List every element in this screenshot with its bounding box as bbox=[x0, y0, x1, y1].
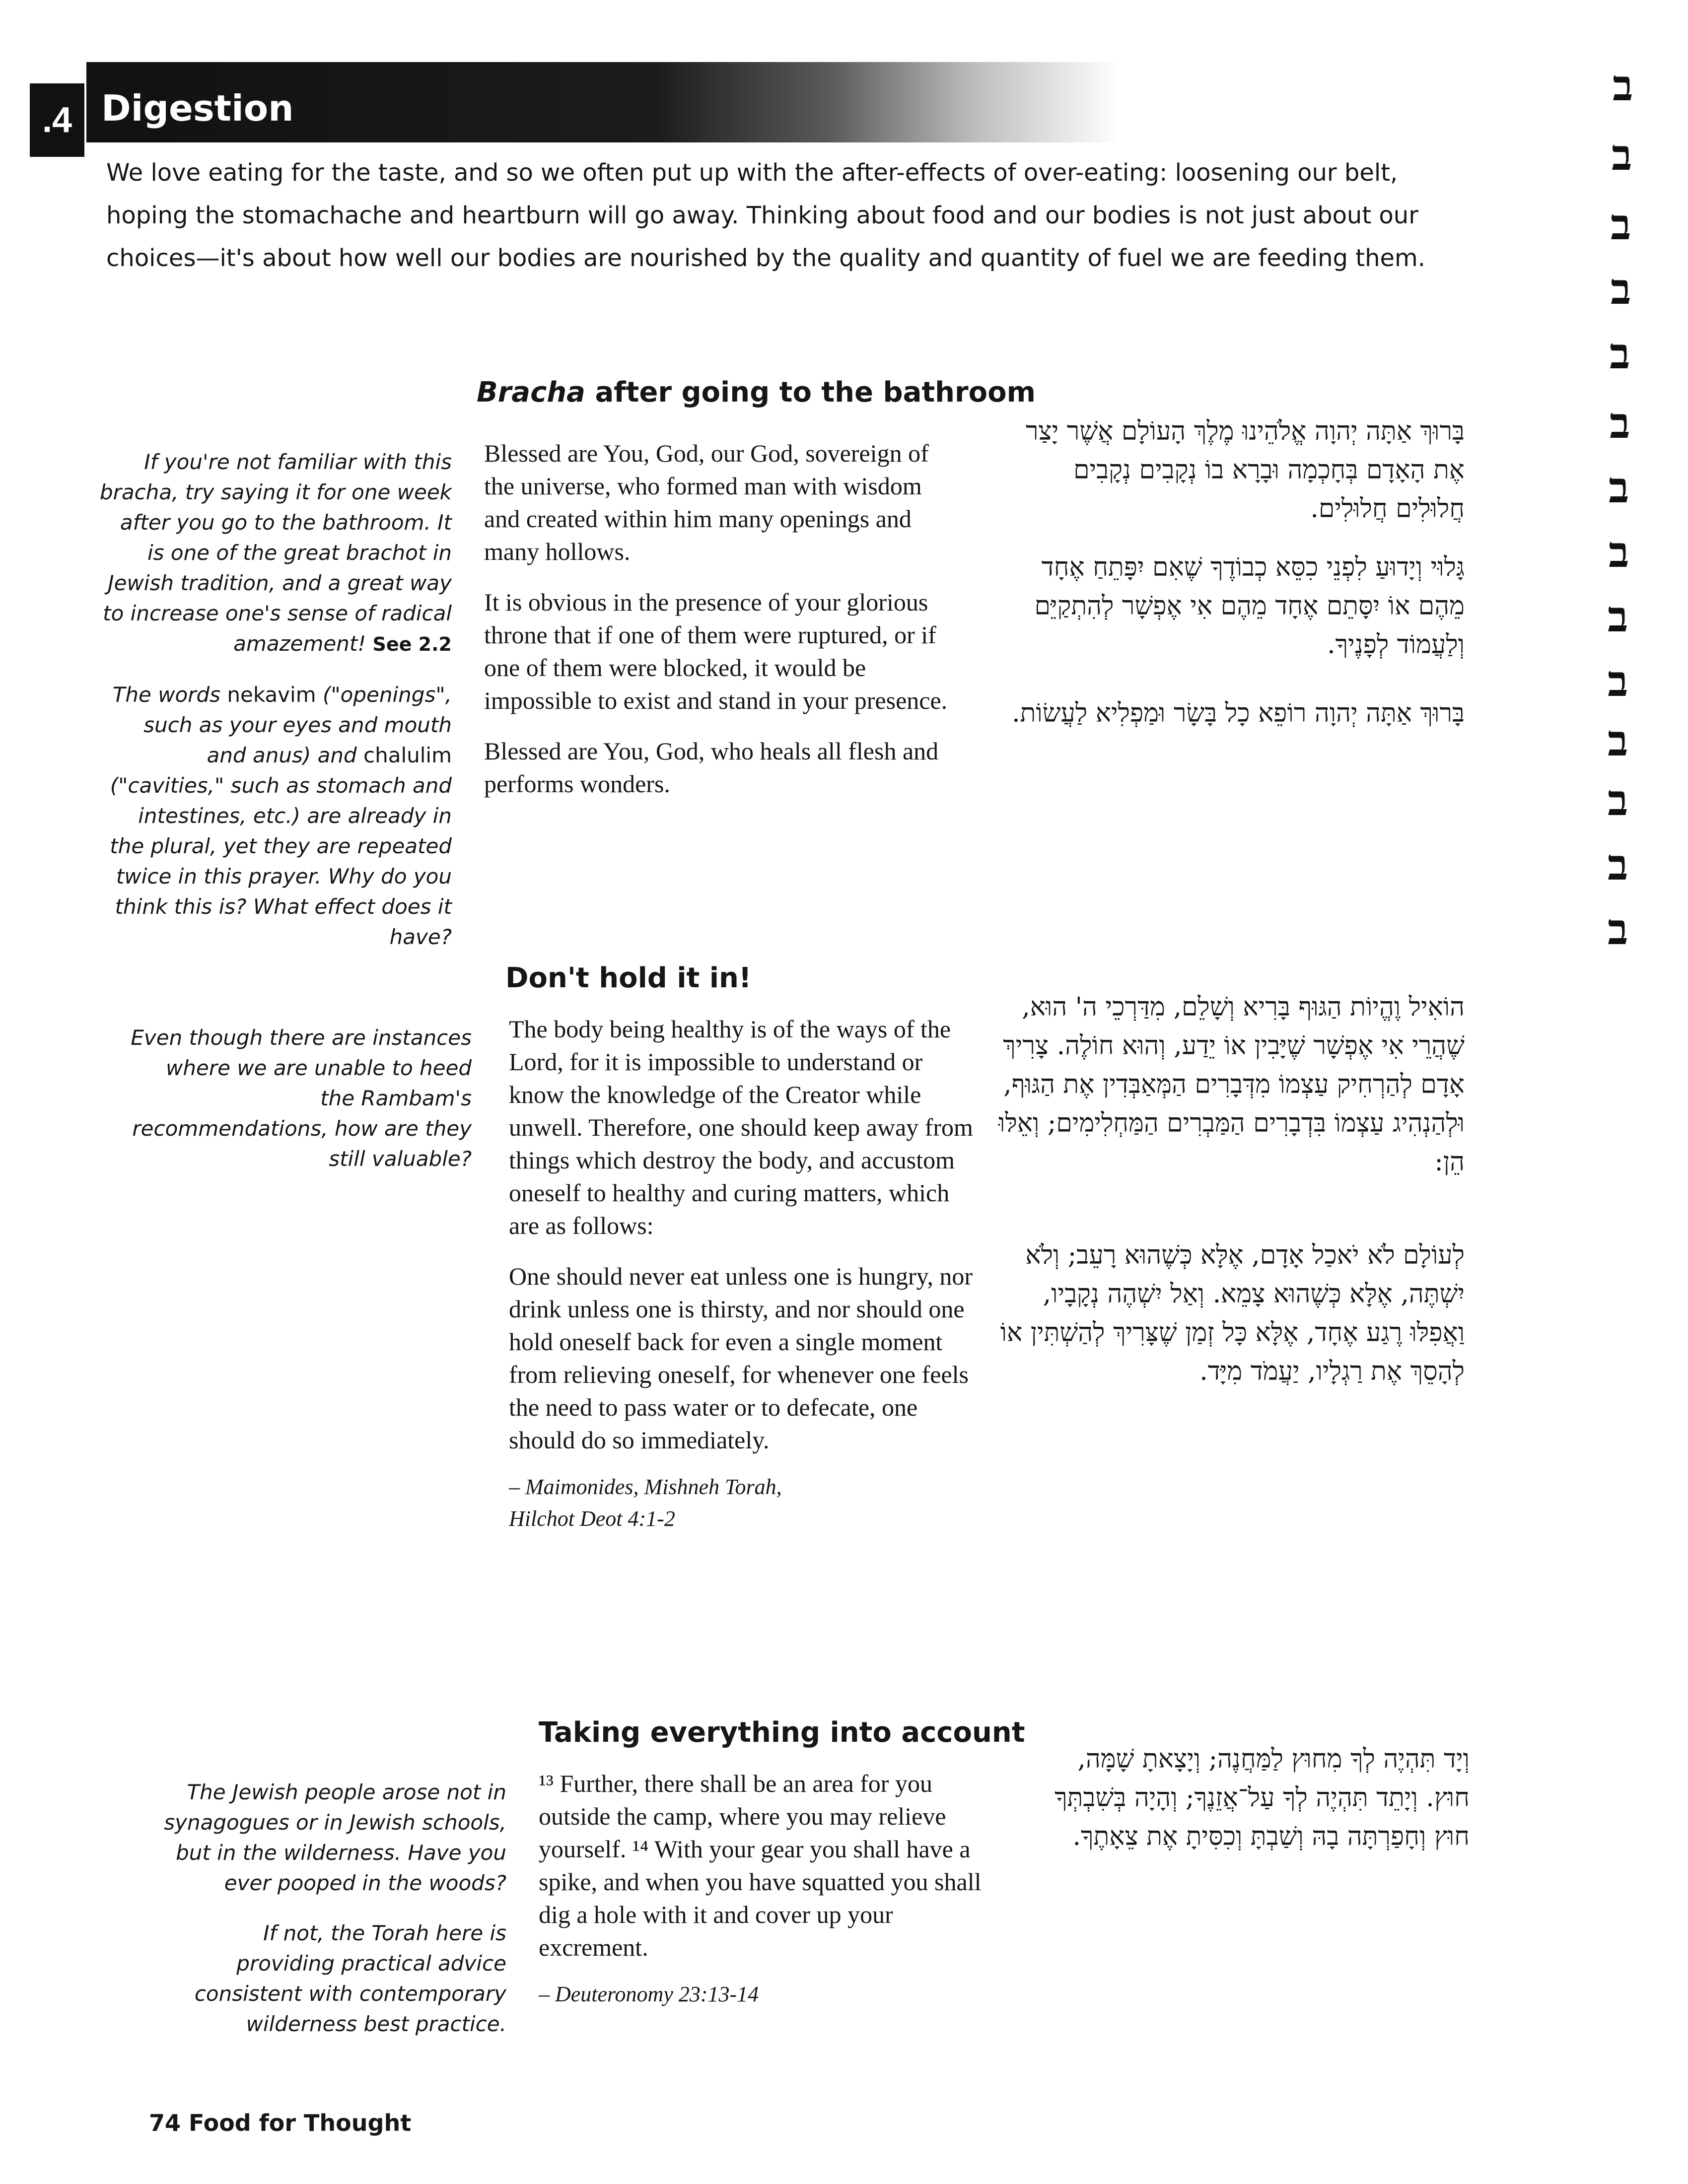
side-note-text: The words nekavim ("openings", such as your eyes and mouth and anus) and chalulim ("cavities," such as stomach and intestines, etc.) are already in the plural, yet they are repeated twice in this prayer. Why do you think this is? What effect does it have? bbox=[110, 682, 452, 949]
english-paragraph: It is obvious in the presence of your glorious throne that if one of them were ruptured, or if one of them were blocked, it would be impossible to exist and stand in your presence. bbox=[484, 588, 948, 714]
english-paragraph: Blessed are You, God, our God, sovereign of the universe, who formed man with wisdom and created within him many openings and many hollows. bbox=[484, 439, 929, 565]
hebrew-text-deuteronomy: וְיָד תִּהְיֶה לְךָ מִחוּץ לַמַּחֲנֶה; וְיָצָאתָ שָׁמָּה, חוּץ. וְיָתֵד תִּהְיֶה לְךָ עַל־אֲזֵנֶךָ; וְהָיָה בְּשִׁבְתְּךָ חוּץ וְחָפַרְתָּה בָהּ וְשַׁבְתָּ וְכִסִּיתָ אֶת צֵאָתֶךָ. bbox=[1055, 1744, 1470, 1851]
margin-glyph: ב bbox=[1611, 200, 1631, 250]
margin-glyph: ב bbox=[1613, 61, 1633, 111]
margin-glyph: ב bbox=[1609, 463, 1629, 513]
english-paragraph: The body being healthy is of the ways of the Lord, for it is impossible to understand or know the knowledge of the Creator while unwell. Therefore, one should keep away from things which destroy the body, and accustom oneself to healthy and curing matters, which are as follows: bbox=[509, 1015, 973, 1239]
hebrew-paragraph: בָּרוּךְ אַתָּה יְהוָה רוֹפֵא כָל בָּשָׂר וּמַפְלִיא לַעֲשׂוֹת. bbox=[1012, 698, 1465, 728]
heading-italic: Bracha bbox=[477, 376, 585, 409]
margin-glyph: ב bbox=[1608, 716, 1628, 766]
english-text-bracha bbox=[484, 437, 956, 800]
side-note-wilderness bbox=[159, 1777, 506, 2039]
margin-glyph: ב bbox=[1608, 840, 1628, 890]
hebrew-paragraph: גָּלוּי וְיָדוּעַ לִפְנֵי כִסֵּא כְבוֹדֶךָ שֶׁאִם יִפָּתֵחַ אֶחָד מֵהֶם אוֹ יִסָּתֵם אֶחָד מֵהֶם אִי אֶפְשָׁר לְהִתְקַיֵּם וְלַעֲמוֹד לְפָנֶיךָ. bbox=[1034, 552, 1465, 660]
english-text-deuteronomy bbox=[539, 1767, 1005, 2010]
margin-glyph: ב bbox=[1608, 775, 1628, 825]
citation-maimonides: – Maimonides, Mishneh Torah, Hilchot Deot 4:1-2 bbox=[509, 1475, 782, 1531]
hebrew-paragraph: בָּרוּךְ אַתָּה יְהוָה אֱלֹהֵינוּ מֶלֶךְ הָעוֹלָם אֲשֶׁר יָצַר אֶת הָאָדָם בְּחָכְמָה וּבָרָא בוֹ נְקָבִים נְקָבִים חֲלוּלִים חֲלוּלִים. bbox=[1025, 416, 1465, 524]
side-note-text: If you're not familiar with this bracha, try saying it for one week after you go to the bathroom. It is one of the great brachot in Jewish tradition, and a great way to increase one's sense of radical amazement! See 2.2 bbox=[100, 450, 452, 656]
side-note-rambam bbox=[129, 1023, 472, 1174]
intro-paragraph: We love eating for the taste, and so we often put up with the after-effects of over-eating: loosening our belt, hoping the stomachache and heartburn will go away. Thinking about food and our bodies is not just about our choices—it's about how well our bodies are nourished by the quality and quantity of fuel we are feeding them. bbox=[106, 159, 1426, 272]
margin-glyph: ב bbox=[1610, 398, 1630, 448]
margin-glyph: ב bbox=[1612, 130, 1632, 180]
heading-rest: after going to the bathroom bbox=[585, 376, 1036, 409]
section-number: .4 bbox=[30, 83, 84, 157]
english-paragraph: Blessed are You, God, who heals all flesh and performs wonders. bbox=[484, 737, 939, 798]
section-heading-dont-hold: Don't hold it in! bbox=[505, 962, 752, 994]
margin-glyph: ב bbox=[1608, 592, 1628, 642]
hebrew-paragraph: לְעוֹלָם לֹא יֹאכַל אָדָם, אֶלָּא כְּשֶׁהוּא רָעֵב; וְלֹא יִשְׁתֶּה, אֶלָּא כְּשֶׁהוּא צָמֵא. וְאַל יִשְׁהֶה נְקָבָיו, וַאֲפִלּוּ רֶגַע אֶחָד, אֶלָּא כָּל זְמַן שֶׁצָּרִיךְ לְהַשְׁתִּין אוֹ לְהָסֵךְ אֶת רַגְלָיו, יַעֲמֹד מִיָּד. bbox=[1000, 1240, 1465, 1386]
citation-deuteronomy: – Deuteronomy 23:13-14 bbox=[539, 1982, 759, 2006]
margin-glyph: ב bbox=[1609, 527, 1629, 577]
margin-glyph: ב bbox=[1610, 329, 1630, 379]
hebrew-text-bracha bbox=[998, 412, 1465, 733]
hebrew-paragraph: הוֹאִיל וֶהֱיוֹת הַגּוּף בָּרִיא וְשָׁלֵם, מִדַּרְכֵי ה' הוּא, שֶׁהֲרֵי אִי אֶפְשָׁר שֶׁיָּבִין אוֹ יֵדַע, וְהוּא חוֹלֶה. צָרִיךְ אָדָם לְהַרְחִיק עַצְמוֹ מִדְּבָרִים הַמְּאַבְּדִין אֶת הַגּוּף, וּלְהַנְהִיג עַצְמוֹ בִּדְבָרִים הַמַּבְרִים הַמַּחְלִימִים; וְאֵלּוּ הֵן: bbox=[998, 992, 1465, 1177]
section-heading-bracha bbox=[477, 377, 1036, 408]
side-note-bracha bbox=[99, 447, 452, 952]
page-title: Digestion bbox=[101, 87, 294, 129]
margin-glyph: ב bbox=[1608, 656, 1628, 706]
side-note-text: Even though there are instances where we are unable to heed the Rambam's recommendations, how are they still valuable? bbox=[131, 1025, 472, 1171]
english-text-maimonides bbox=[509, 1013, 981, 1535]
english-paragraph: ¹³ Further, there shall be an area for you outside the camp, where you may relieve yourself. ¹⁴ With your gear you shall have a spike, and when you have squatted you shall dig a hole with it and cover up your excrement. bbox=[539, 1770, 982, 1961]
english-paragraph: One should never eat unless one is hungry, nor drink unless one is thirsty, and nor should one hold oneself back for even a single moment from relieving oneself, for whenever one feels the need to pass water or to defecate, one should do so immediately. bbox=[509, 1262, 973, 1454]
cross-reference: See 2.2 bbox=[372, 633, 452, 655]
hebrew-text-maimonides bbox=[998, 988, 1465, 1391]
margin-glyph: ב bbox=[1611, 264, 1631, 314]
page-footer: 74 Food for Thought bbox=[149, 2110, 412, 2136]
section-heading-taking-account: Taking everything into account bbox=[539, 1716, 1025, 1749]
side-note-text: If not, the Torah here is providing practical advice consistent with contemporary wilderness best practice. bbox=[194, 1921, 506, 2036]
side-note-text: The Jewish people arose not in synagogues or in Jewish schools, but in the wilderness. Have you ever pooped in the woods? bbox=[164, 1780, 506, 1895]
margin-glyph: ב bbox=[1608, 904, 1628, 955]
